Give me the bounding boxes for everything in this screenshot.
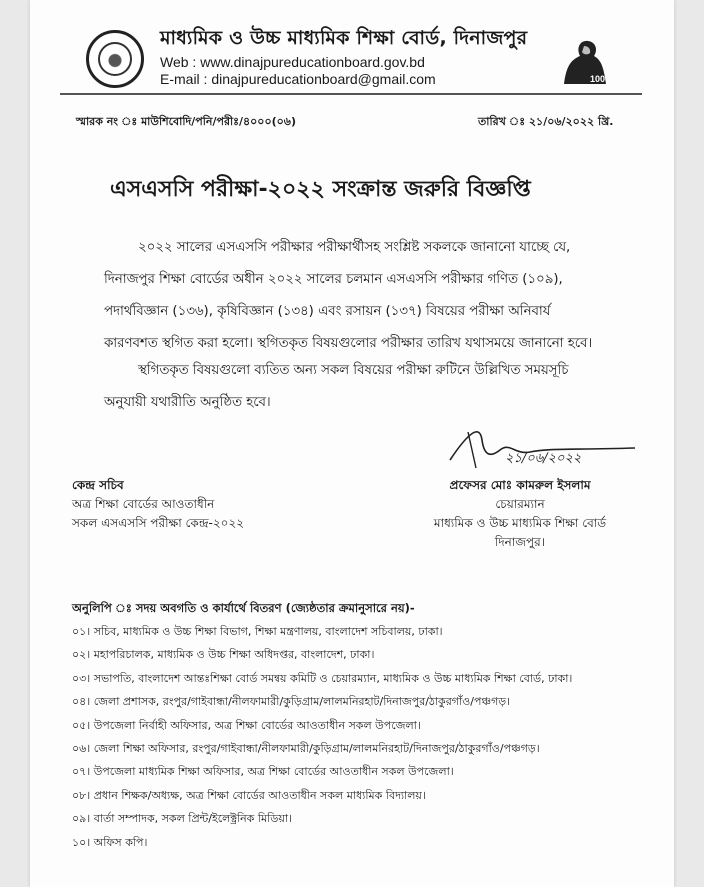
- list-item: ০৮। প্রধান শিক্ষক/অধ্যক্ষ, অত্র শিক্ষা বোর্ডের আওতাধীন সকল মাধ্যমিক বিদ্যালয়।: [72, 788, 426, 802]
- list-item: ০২। মহাপরিচালক, মাধ্যমিক ও উচ্চ শিক্ষা অধিদপ্তর, বাংলাদেশ, ঢাকা।: [72, 648, 375, 662]
- paragraph-line: দিনাজপুর শিক্ষা বোর্ডের অধীন ২০২২ সালের চলমান এসএসসি পরীক্ষার গণিত (১০৯),: [104, 272, 563, 287]
- recipient-line: সকল এসএসসি পরীক্ষা কেন্দ্র-২০২২: [72, 516, 245, 530]
- list-item: ০৬। জেলা শিক্ষা অফিসার, রংপুর/গাইবান্ধা/নীলফামারী/কুড়িগ্রাম/লালমনিরহাট/দিনাজপুর/ঠাকুরগাঁও/পঞ্চগড়।: [72, 741, 540, 755]
- paragraph-line: কারণবশত স্থগিত করা হলো। স্থগিতকৃত বিষয়গুলোর পরীক্ষার তারিখ যথাসময়ে জানানো হবে।: [104, 336, 593, 351]
- website-line: Web : www.dinajpureducationboard.gov.bd: [160, 54, 425, 70]
- list-item: ০৩। সভাপতি, বাংলাদেশ আন্তঃশিক্ষা বোর্ড সমন্বয় কমিটি ও চেয়ারম্যান, মাধ্যমিক ও উচ্চ মাধ্যমিক শিক্ষা বোর্ড, ঢাকা।: [72, 671, 573, 685]
- copy-list: [72, 620, 572, 854]
- paragraph-line: ২০২২ সালের এসএসসি পরীক্ষার পরীক্ষার্থীসহ সংশ্লিষ্ট সকলকে জানানো যাচ্ছে যে,: [138, 240, 571, 255]
- header-divider: [60, 93, 642, 95]
- list-item: ০১। সচিব, মাধ্যমিক ও উচ্চ শিক্ষা বিভাগ, শিক্ষা মন্ত্রণালয়, বাংলাদেশ সচিবালয়, ঢাকা।: [72, 625, 443, 638]
- signatory-designation: চেয়ারম্যান: [495, 497, 545, 511]
- paragraph-line: স্থগিতকৃত বিষয়গুলো ব্যতিত অন্য সকল বিষয়ের পরীক্ষা রুটিনে উল্লিখিত সময়সূচি: [138, 363, 569, 378]
- signatory-block: [410, 476, 630, 552]
- recipient-line: অত্র শিক্ষা বোর্ডের আওতাধীন: [72, 497, 215, 511]
- paragraph-line: পদার্থবিজ্ঞান (১৩৬), কৃষিবিজ্ঞান (১৩৪) এবং রসায়ন (১৩৭) বিষয়ের পরীক্ষা অনিবার্য: [104, 304, 551, 319]
- list-item: ০৭। উপজেলা মাধ্যমিক শিক্ষা অফিসার, অত্র শিক্ষা বোর্ডের আওতাধীন সকল উপজেলা।: [72, 765, 454, 779]
- notice-title: এসএসসি পরীক্ষা-২০২২ সংক্রান্ত জরুরি বিজ্ঞপ্তি: [110, 177, 531, 202]
- memo-number: স্মারক নং ঃ মাউশিবোদি/পনি/পরীঃ/৪০০০(০৬): [76, 115, 296, 128]
- recipient-line: কেন্দ্র সচিব: [72, 478, 124, 492]
- list-item: ০৪। জেলা প্রশাসক, রংপুর/গাইবান্ধা/নীলফামারী/কুড়িগ্রাম/লালমনিরহাট/দিনাজপুর/ঠাকুরগাঁও/পঞ্চগড়।: [72, 695, 511, 709]
- email-line: E-mail : dinajpureducationboard@gmail.com: [160, 71, 436, 87]
- svg-text:100: 100: [590, 74, 606, 84]
- signatory-name: প্রফেসর মোঃ কামরুল ইসলাম: [449, 478, 591, 492]
- list-item: ১০। অফিস কপি।: [72, 835, 148, 849]
- board-name: মাধ্যমিক ও উচ্চ মাধ্যমিক শিক্ষা বোর্ড, দিনাজপুর: [160, 27, 528, 49]
- paragraph-2: [104, 355, 624, 419]
- signatory-city: দিনাজপুর।: [494, 535, 546, 549]
- mujib-100-portrait-icon: [560, 38, 610, 86]
- paragraph-line: অনুযায়ী যথারীতি অনুষ্ঠিত হবে।: [104, 395, 271, 410]
- list-item: ০৫। উপজেলা নির্বাহী অফিসার, অত্র শিক্ষা বোর্ডের আওতাধীন সকল উপজেলা।: [72, 718, 421, 732]
- signatory-org: মাধ্যমিক ও উচ্চ মাধ্যমিক শিক্ষা বোর্ড: [433, 516, 607, 530]
- recipient-block: [72, 476, 244, 533]
- signature-date: ২১/০৬/২০২২: [505, 451, 582, 466]
- issue-date: তারিখ ঃ ২১/০৬/২০২২ খ্রি.: [478, 115, 614, 128]
- board-seal-icon: [86, 30, 144, 88]
- paragraph-1: [104, 232, 624, 360]
- list-item: ০৯। বার্তা সম্পাদক, সকল প্রিন্ট/ইলেক্ট্রনিক মিডিয়া।: [72, 812, 292, 826]
- copy-heading: অনুলিপি ঃ সদয় অবগতি ও কার্যার্থে বিতরণ (জ্যেষ্ঠতার ক্রমানুসারে নয়)-: [72, 601, 415, 615]
